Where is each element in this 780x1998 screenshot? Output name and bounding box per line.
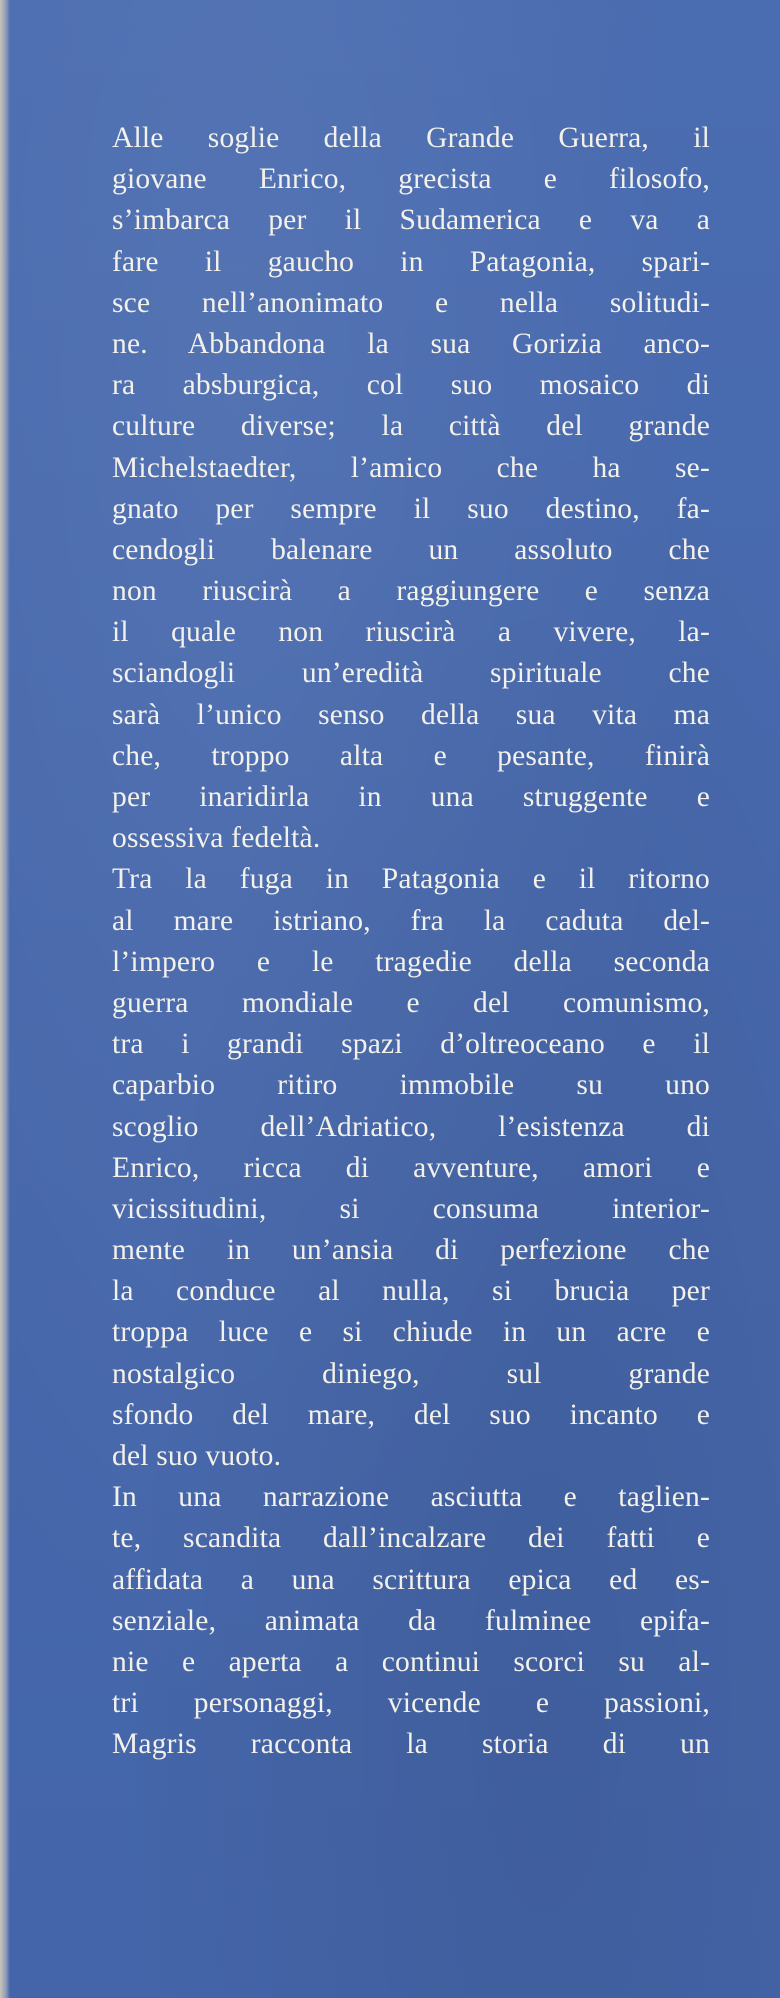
- text-line: la conduce al nulla, si brucia per: [112, 1275, 710, 1308]
- text-line: fare il gaucho in Patagonia, spari-: [112, 245, 710, 278]
- text-line: senziale, animata da fulminee epifa-: [112, 1604, 710, 1637]
- text-line: Tra la fuga in Patagonia e il ritorno: [112, 863, 710, 896]
- text-line: culture diverse; la città del grande: [112, 410, 710, 443]
- text-line: sfondo del mare, del suo incanto e: [112, 1398, 710, 1431]
- text-line: Michelstaedter, l’amico che ha se-: [112, 451, 710, 484]
- text-line: cendogli balenare un assoluto che: [112, 533, 710, 566]
- text-line: gnato per sempre il suo destino, fa-: [112, 492, 710, 525]
- text-line: tri personaggi, vicende e passioni,: [112, 1687, 710, 1720]
- text-line: caparbio ritiro immobile su uno: [112, 1069, 710, 1102]
- text-line: tra i grandi spazi d’oltreoceano e il: [112, 1028, 710, 1061]
- text-line: giovane Enrico, grecista e filosofo,: [112, 163, 710, 196]
- text-line: sarà l’unico senso della sua vita ma: [112, 698, 710, 731]
- text-line: Magris racconta la storia di un: [112, 1728, 710, 1761]
- paragraph-3: [112, 1477, 710, 1765]
- text-line: sce nell’anonimato e nella solitudi-: [112, 286, 710, 319]
- text-line: l’impero e le tragedie della seconda: [112, 945, 710, 978]
- text-line: al mare istriano, fra la caduta del-: [112, 904, 710, 937]
- text-line: del suo vuoto.: [112, 1440, 282, 1472]
- blurb-text: [112, 118, 710, 1766]
- text-line: sciandogli un’eredità spirituale che: [112, 657, 710, 690]
- text-line: scoglio dell’Adriatico, l’esistenza di: [112, 1110, 710, 1143]
- text-line: te, scandita dall’incalzare dei fatti e: [112, 1522, 710, 1555]
- text-line: ne. Abbandona la sua Gorizia anco-: [112, 327, 710, 360]
- text-line: In una narrazione asciutta e taglien-: [112, 1481, 710, 1514]
- text-line: nostalgico diniego, sul grande: [112, 1357, 710, 1390]
- text-line: troppa luce e si chiude in un acre e: [112, 1316, 710, 1349]
- paper-edge: [0, 0, 10, 1998]
- text-line: che, troppo alta e pesante, finirà: [112, 739, 710, 772]
- text-line: ra absburgica, col suo mosaico di: [112, 369, 710, 402]
- text-line: mente in un’ansia di perfezione che: [112, 1234, 710, 1267]
- text-line: guerra mondiale e del comunismo,: [112, 986, 710, 1019]
- text-line: Alle soglie della Grande Guerra, il: [112, 122, 710, 154]
- paragraph-1: [112, 118, 710, 859]
- text-line: il quale non riuscirà a vivere, la-: [112, 616, 710, 649]
- text-line: non riuscirà a raggiungere e senza: [112, 575, 710, 608]
- text-line: affidata a una scrittura epica ed es-: [112, 1563, 710, 1596]
- text-line: ossessiva fedeltà.: [112, 822, 321, 855]
- text-line: s’imbarca per il Sudamerica e va a: [112, 204, 710, 237]
- text-line: per inaridirla in una struggente e: [112, 781, 710, 813]
- text-line: Enrico, ricca di avventure, amori e: [112, 1151, 710, 1184]
- paragraph-2: [112, 859, 710, 1477]
- text-line: nie e aperta a continui scorci su al-: [112, 1645, 710, 1678]
- text-line: vicissitudini, si consuma interior-: [112, 1192, 710, 1225]
